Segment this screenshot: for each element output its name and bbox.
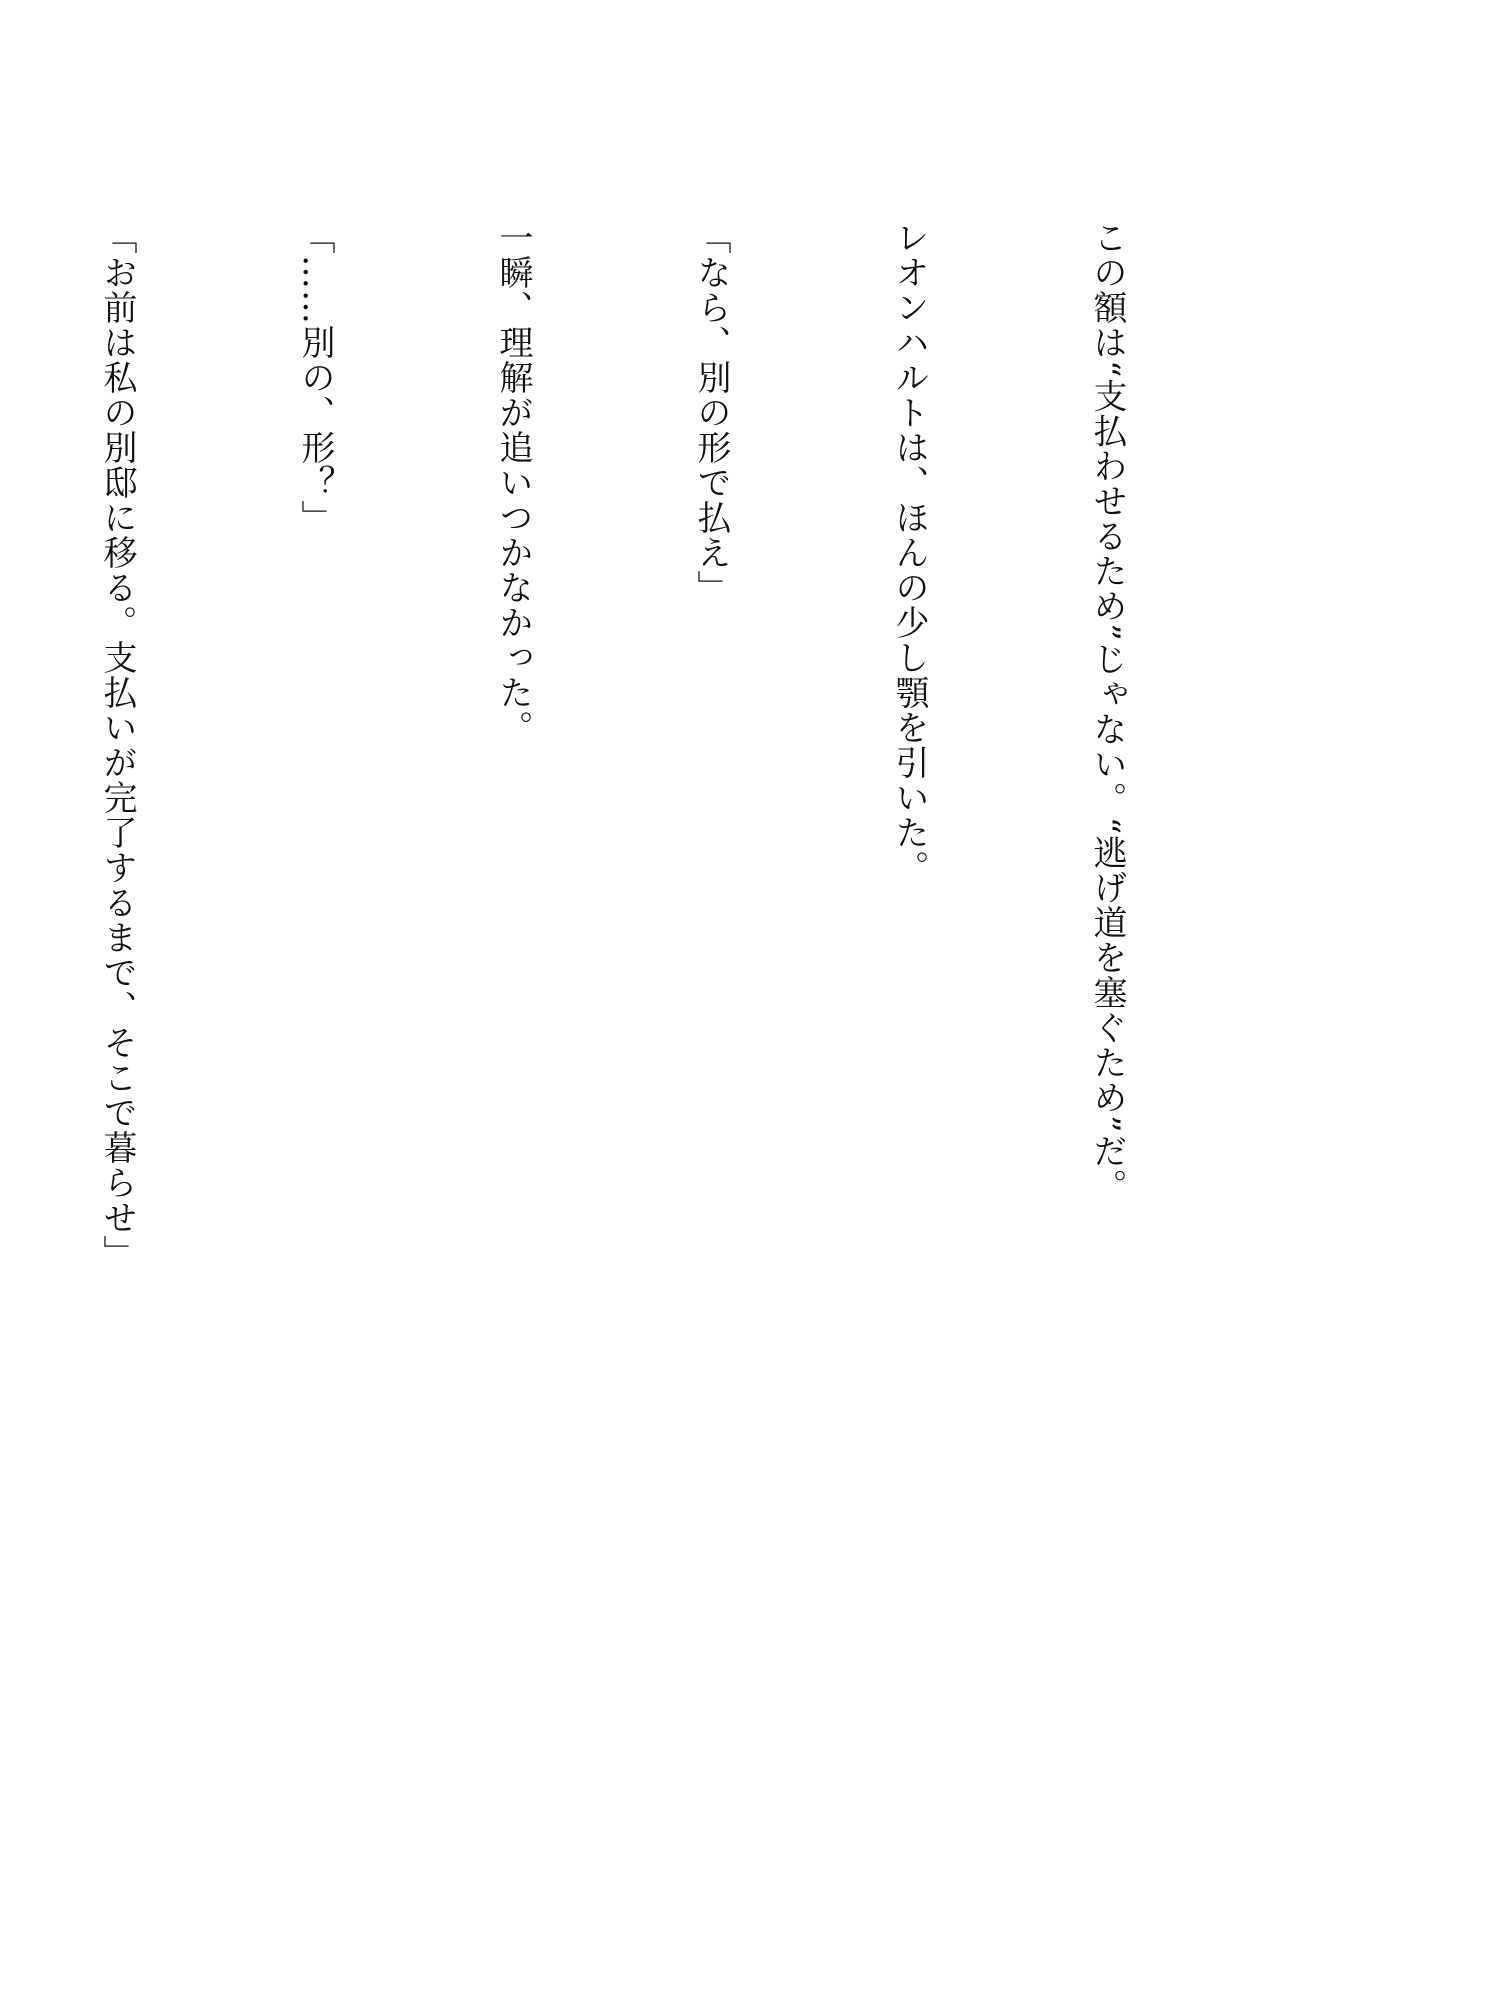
text-line: この額は“支払わせるため”じゃない。“逃げ道を塞ぐため”だ。 bbox=[1087, 220, 1127, 1204]
text-line: 一瞬、理解が追いつかなかった。 bbox=[493, 220, 533, 745]
text-line: レオンハルトは、ほんの少し顎を引いた。 bbox=[889, 220, 929, 885]
text-line: 「なら、別の形で払え」 bbox=[691, 220, 731, 605]
text-line: 「……別の、形？」 bbox=[295, 220, 335, 535]
text-line: 「お前は私の別邸に移る。支払いが完了するまで、そこで暮らせ」 bbox=[97, 220, 137, 1270]
vertical-text-body bbox=[0, 220, 1272, 1280]
